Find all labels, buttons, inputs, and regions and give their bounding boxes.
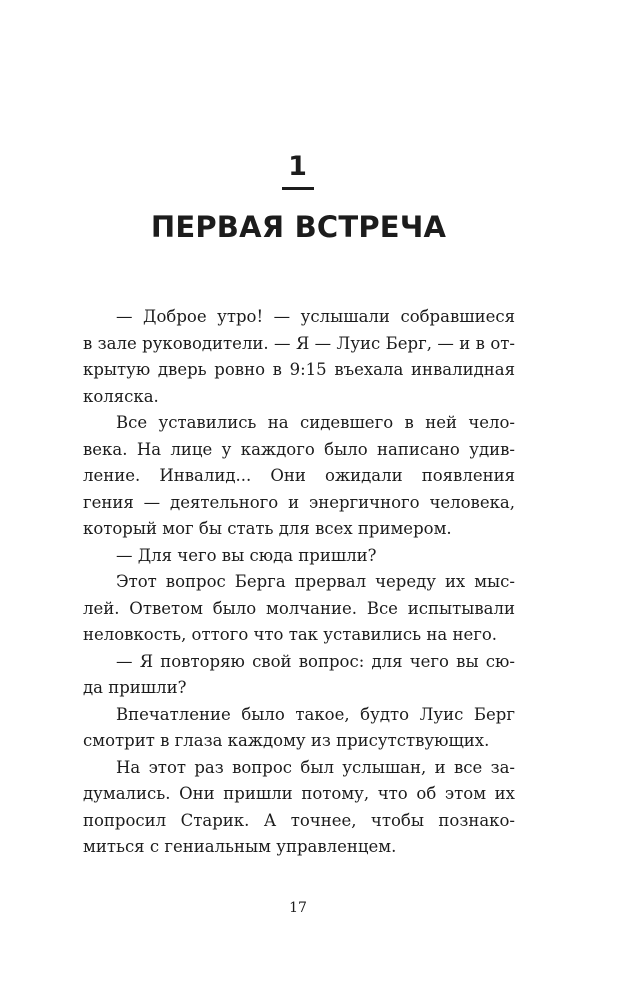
text-line: миться с гениальным управленцем. (83, 837, 397, 856)
chapter-divider (282, 187, 314, 190)
text-line: Впечатление было такое, будто Луис Берг (116, 704, 515, 724)
text-line: ление. Инвалид... Они ожидали появления (83, 466, 515, 485)
text-line: Этот вопрос Берга прервал череду их мыс- (116, 572, 515, 591)
text-line: Все уставились на сидевшего в ней чело- (116, 413, 515, 432)
page-number: 17 (289, 900, 307, 916)
text-line: коляска. (83, 386, 159, 406)
text-line: На этот раз вопрос был услышан, и все за- (116, 757, 515, 777)
chapter-title: ПЕРВАЯ ВСТРЕЧА (150, 210, 447, 244)
text-line: в зале руководители. — Я — Луис Берг, — и в от- (83, 333, 515, 353)
text-line: крытую дверь ровно в 9:15 въехала инвалидная (83, 360, 515, 379)
chapter-body-text (83, 304, 515, 861)
chapter-number: 1 (288, 151, 307, 182)
text-line: который мог бы стать для всех примером. (83, 519, 452, 538)
text-line: попросил Старик. А точнее, чтобы познако- (83, 810, 515, 830)
text-line: смотрит в глаза каждому из присутствующих. (83, 731, 490, 750)
text-line: да пришли? (83, 678, 187, 697)
text-line: неловкость, оттого что так уставились на него. (83, 625, 498, 644)
text-line: — Я повторяю свой вопрос: для чего вы сю- (116, 651, 515, 671)
text-line: думались. Они пришли потому, что об этом их (83, 784, 515, 803)
text-line: лей. Ответом было молчание. Все испытывали (83, 598, 515, 618)
text-line: — Доброе утро! — услышали собравшиеся (116, 307, 515, 326)
text-line: века. На лице у каждого было написано удив- (83, 439, 515, 459)
text-line: — Для чего вы сюда пришли? (116, 545, 377, 565)
text-line: гения — деятельного и энергичного человека, (83, 492, 515, 512)
